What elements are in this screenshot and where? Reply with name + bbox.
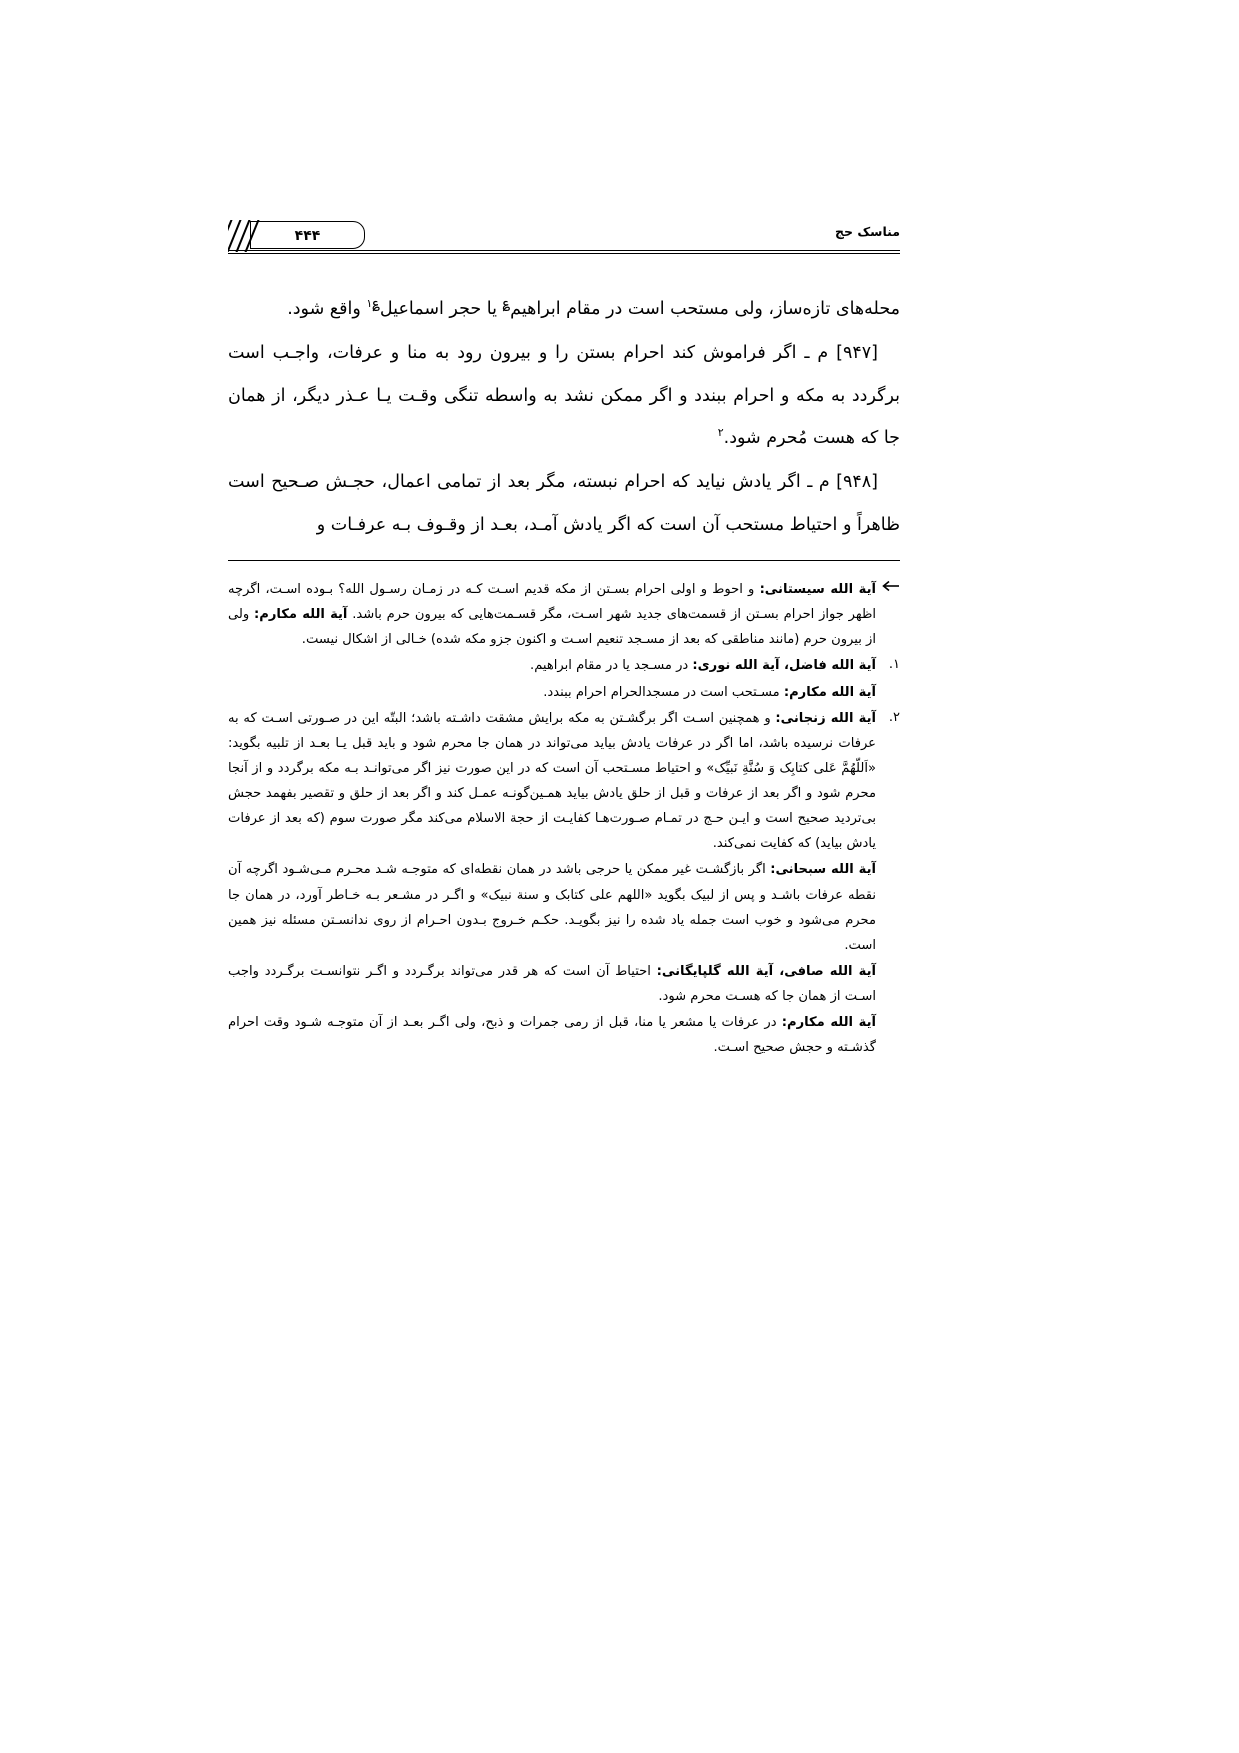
footnote-2-sobhani-text-3: آورد، در همان جا محرم می‌شود و خوب است جمله یاد شده را نیز بگویـد. حکـم خـروج بـدون احـرام از روی [228, 887, 876, 928]
footnote-2-marker: ۲. [888, 709, 900, 725]
footnote-1-cont [228, 680, 900, 705]
footnote-2-sobhani-text-2: اگرچه آن نقطه عرفات باشـد و پس از لبیک بگوید «اللهم علی کتابک و سنة نبیک» و اگـر در مشـعر بـه خـاطر [228, 862, 876, 903]
footnote-continuation-text-2: اگرچه اظهر جواز احرام بسـتن از قسمت‌های جدید شهر اسـت، مگر قسـمت‌هایی که بیرون حرم باشد. [228, 582, 877, 623]
running-head-title: مناسک حج [835, 224, 900, 239]
footnote-2-safi-golpayegani [228, 959, 900, 1009]
footnote-2 [228, 706, 900, 857]
marja-name-sistani: آية الله سيستانی: [759, 582, 876, 598]
footnote-1-text-1: در مسـجد یا در مقام ابراهیم. [530, 658, 693, 674]
masalah-948 [228, 461, 900, 546]
masalah-947 [228, 332, 900, 459]
header-rule [228, 250, 900, 251]
masalah-947-line-1: [۹۴۷] م ـ اگر فراموش کند احرام بستن را و بیرون رود به منا و عرفات، واجـب [272, 343, 878, 364]
footnote-2-sobhani-text-1: اگر بازگشـت غیر ممکن یا حرجی باشد در همان نقطه‌ای که متوجـه شـد محـرم مـی‌شـود [282, 862, 771, 878]
footnote-1 [228, 653, 900, 678]
masalah-948-line-2: است ظاهراً و احتیاط مستحب آن است که اگر یادش آمـد، بعـد از وقـوف بـه عرفـات و [228, 472, 900, 535]
footnote-1-text-2: مسـتحب است در مسجدالحرام احرام ببندد. [543, 684, 784, 700]
footnote-2-text-3: تلبیه بگوید: «اَللّهُمَّ عَلی کتابِک وَ سُنَّةِ نَبیِّک» و احتیاط مسـتحب آن است که در این صورت نیز اگر می‌توانـد بـه [228, 735, 877, 776]
marja-name-sobhani: آية الله سبحانی: [770, 862, 876, 878]
footnotes-section [228, 577, 900, 1060]
arrow-left-icon [878, 580, 900, 594]
footnote-2-makarem-text-1: در عرفات یا مشعر یا منا، قبل از رمی جمرات و ذبح، ولی اگـر بعـد از آن متوجـه شـود وقت [263, 1015, 782, 1031]
footnote-2-text-2: که به عرفات نرسیده باشد، اما اگر در عرفات یادش بیاید می‌تواند در همان جا محرم شود و باید قبل یـا بعـد از [228, 710, 876, 751]
marja-name-makarem-3: آية الله مكارم: [781, 1015, 876, 1031]
footnote-continuation-text-3: ولی از بیرون حرم (مانند مناطقی که بعد از مسـجد تنعیم اسـت و اکنون جزو مکه شده) خـالی [228, 607, 876, 648]
header-rule-secondary [228, 253, 900, 254]
footnote-2-makarem [228, 1010, 900, 1060]
footnote-2-makarem-text-2: احرام گذشـته و حجش صحیح اسـت. [228, 1015, 876, 1056]
footnote-2-text-4: مکه برگردد و از آنجا محرم شود و اگر بعد از عرفات و قبل از حلق یادش بیاید همـین‌گونـه عمـل [228, 760, 876, 802]
page-number: ۴۴۴ [294, 228, 321, 244]
footnote-separator-rule [228, 560, 900, 561]
footnote-2-safi-text-1: احتیاط آن است که هر قدر می‌تواند برگـردد و اگـر نتوانسـت برگـردد [264, 963, 657, 979]
honorific-icon-2: ؏ [372, 296, 380, 312]
footnote-continuation-bold-1 [760, 582, 876, 597]
footnote-1-marker: ۱. [888, 657, 900, 673]
footnote-continuation-text-1: و احوط و اولی احرام بسـتن از مکه قدیم اسـت کـه در زمـان رسـول الله؟ بـوده اسـت، [265, 582, 760, 598]
paragraph-continued-text: محله‌های تازه‌ساز، ولی مستحب است در مقام ابراهیم [510, 299, 900, 319]
footnote-2-text-6: حجة الاسلام می‌کند مگر صورت سوم (که بعد از عرفات یادش بیاید) که کفایت نمی‌کند. [228, 811, 876, 852]
footnote-ref-2[interactable]: ۲ [717, 426, 724, 440]
footnote-2-sobhani [228, 857, 900, 958]
page-number-tab [228, 220, 373, 254]
stripes-decoration-icon [228, 220, 274, 252]
footnote-2-sobhani-text-4: ندانسـتن مسئله نیز همین است. [228, 912, 876, 953]
footnote-continuation [228, 577, 900, 652]
marja-name-zanjani: آية الله زنجانی: [775, 710, 876, 726]
body-text [228, 288, 900, 546]
paragraph-continued-text-3: واقع شود. [287, 299, 367, 319]
marja-name-makarem-2: آية الله مكارم: [783, 684, 876, 700]
masalah-947-line-3: دیگر، از همان جا که هست مُحرم شود. [228, 385, 900, 449]
running-head [228, 222, 900, 258]
footnote-2-text-1: و همچنین اسـت اگر برگشـتن به مکه برایش مشقت داشـته باشد؛ البتّه این در صـورتی اسـت [261, 710, 776, 726]
paragraph-continued [228, 288, 900, 330]
honorific-icon-1: ؏ [502, 296, 511, 312]
marja-name-makarem-1: آية الله مكارم: [254, 607, 348, 623]
marja-name-safi-golpayegani: آية الله صافی، آية الله گلپايگانی: [656, 963, 876, 979]
paragraph-continued-text-2: یا حجر اسماعیل [379, 299, 503, 319]
footnote-2-safi-text-2: واجب اسـت از همان جا که هسـت محرم شود. [228, 963, 876, 1005]
footnote-ref-1[interactable]: ۱ [366, 297, 373, 311]
footnote-2-text-5: کند و اگر بعد از حلق و تقصیر بفهمد حجش بی‌تردید صحیح است و ایـن حـج در تمـام صـورت‌هـا کفایـت از [228, 786, 876, 827]
marja-name-fazel-nouri: آية الله فاضل، آية الله نوری: [692, 658, 876, 674]
footnote-continuation-text-4: از اشکال نیست. [301, 632, 392, 648]
page-content [228, 222, 900, 1061]
masalah-948-line-1: [۹۴۸] م ـ اگر یادش نیاید که احرام نبسته، مگر بعد از تمامی اعمال، حجـش صـحیح [271, 472, 878, 493]
masalah-947-line-2: است برگردد به مکه و احرام ببندد و اگر ممکن نشد به واسطه تنگی وقـت یـا عـذر [228, 343, 900, 406]
